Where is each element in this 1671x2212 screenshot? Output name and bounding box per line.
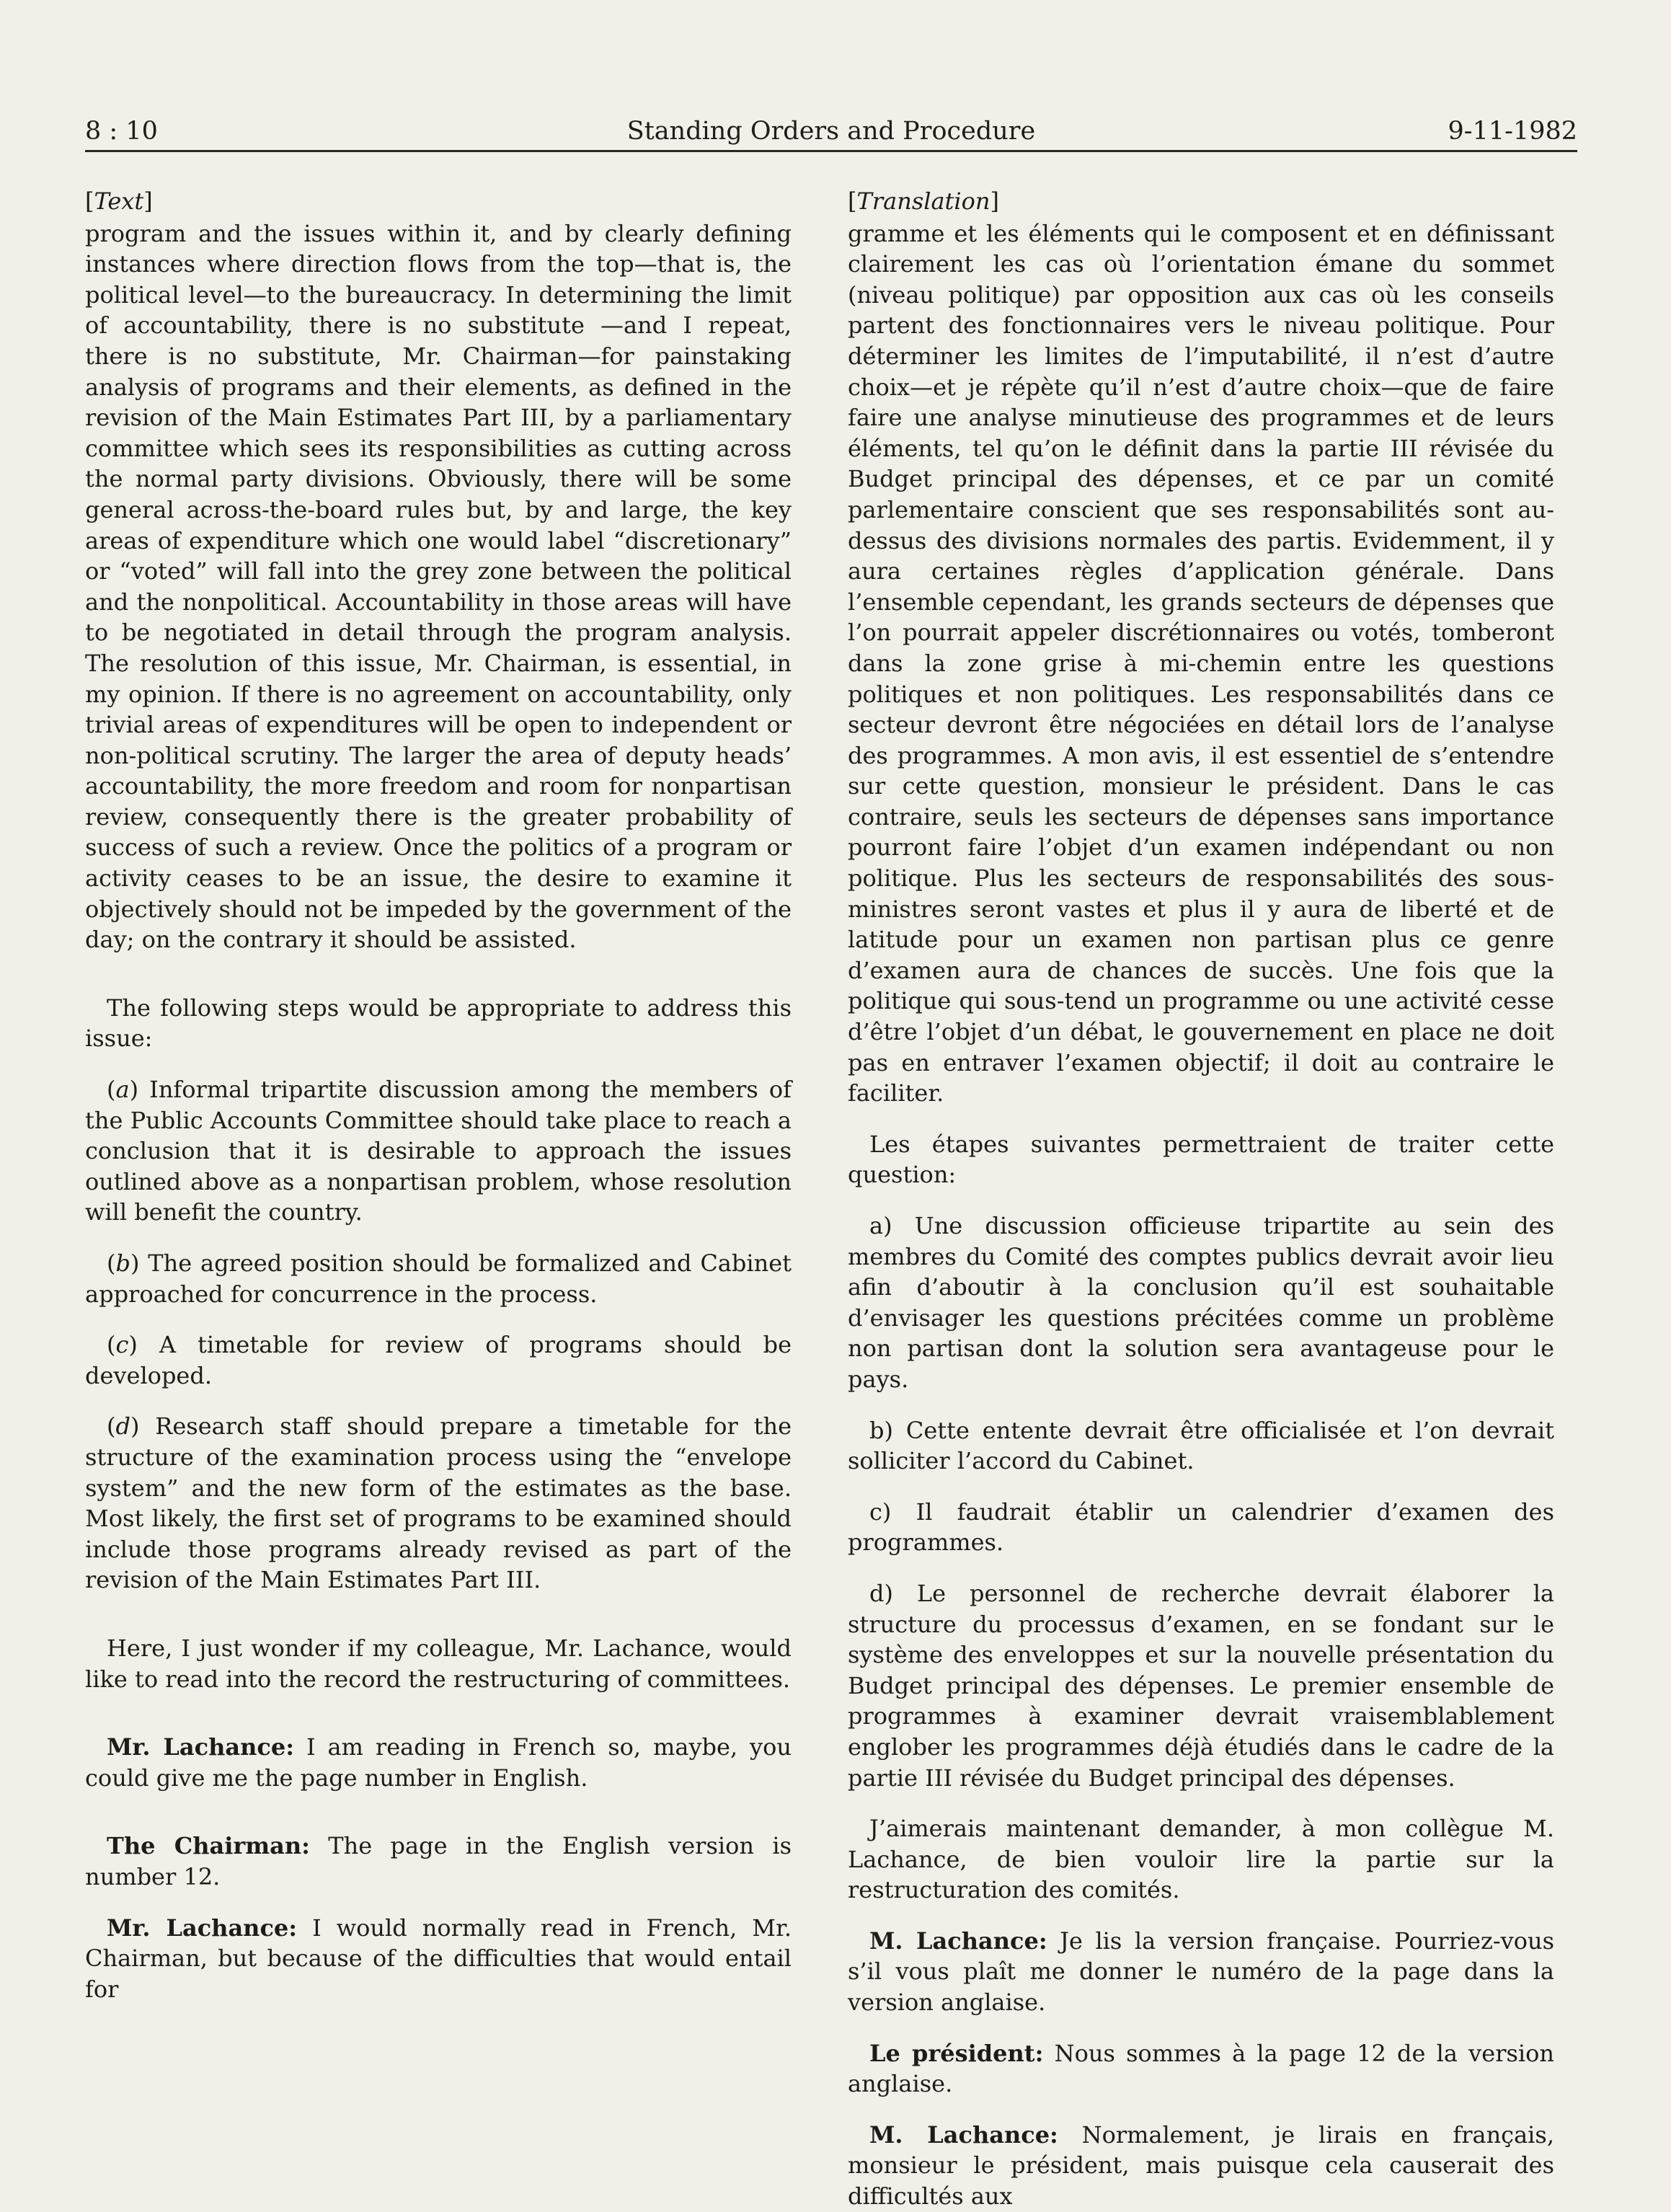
running-title: Standing Orders and Procedure bbox=[626, 117, 1036, 146]
speaker-name: Le président: bbox=[869, 2039, 1044, 2067]
page-number: 8 : 10 bbox=[85, 117, 158, 146]
header-rule bbox=[85, 150, 1577, 152]
paragraph: Les étapes suivantes permettraient de traiter cette question: bbox=[848, 1130, 1554, 1189]
list-item: c) Il faudrait établir un calendrier d’examen des programmes. bbox=[848, 1497, 1554, 1557]
french-column bbox=[848, 186, 1554, 2212]
list-marker: b bbox=[115, 1249, 130, 1277]
paragraph: J’aimerais maintenant demander, à mon collègue M. Lachance, de bien vouloir lire la partie sur la restructuration des comités. bbox=[848, 1815, 1554, 1904]
list-item: d) Le personnel de recherche devrait élaborer la structure du processus d’examen, en se fondant sur le système des enveloppes et sur la nouvelle présentation du Budget principal des dépenses. Le premier ensemble de programmes à examiner devrait vraisemblablement englober les programmes déjà étudiés dans le cadre de la partie III révisée du Budget principal des dépenses. bbox=[848, 1579, 1554, 1792]
speech: M. Lachance: Je lis la version française. Pourriez-vous s’il vous plaît me donner le numéro de la page dans la version anglaise. bbox=[848, 1926, 1554, 2017]
english-column bbox=[85, 186, 792, 2004]
list-item: b) Cette entente devrait être officialisée et l’on devrait solliciter l’accord du Cabinet. bbox=[848, 1416, 1554, 1475]
list-item: a) Une discussion officieuse tripartite au sein des membres du Comité des comptes publics devrait avoir lieu afin d’aboutir à la conclusion qu’il est souhaitable d’envisager les questions précitées comme un problème non partisan dont la solution sera avantageuse pour le pays. bbox=[848, 1212, 1554, 1393]
speaker-name: M. Lachance: bbox=[869, 1926, 1047, 1955]
speaker-name: Mr. Lachance: bbox=[107, 1914, 298, 1942]
column-label: [Text] bbox=[85, 187, 153, 215]
speech: Mr. Lachance: I would normally read in French, Mr. Chairman, but because of the difficulties that would entail for bbox=[85, 1914, 792, 2003]
speech: M. Lachance: Normalement, je lirais en français, monsieur le président, mais puisque cela causerait des difficultés aux bbox=[848, 2120, 1555, 2211]
list-item: (c) A timetable for review of programs should be developed. bbox=[85, 1331, 792, 1389]
list-item: (b) The agreed position should be formalized and Cabinet approached for concurrence in the process. bbox=[85, 1249, 792, 1308]
paragraph: Here, I just wonder if my colleague, Mr. Lachance, would like to read into the record the restructuring of committees. bbox=[85, 1634, 792, 1693]
paragraph: gramme et les éléments qui le composent et en définissant clairement les cas où l’orientation émane du sommet (niveau politique) par opposition aux cas où les conseils partent des fonctionnaires vers le niveau politique. Pour déterminer les limites de l’imputabilité, il n’est d’autre choix—et je répète qu’il n’est d’autre choix—que de faire faire une analyse minutieuse des programmes et de leurs éléments, tel qu’on le définit dans la partie III révisée du Budget principal des dépenses, et ce par un comité parlementaire conscient que ses responsabilités sont au-dessus des divisions normales des partis. Evidemment, il y aura certaines règles d’application générale. Dans l’ensemble cependant, les grands secteurs de dépenses que l’on pourrait appeler discrétionnaires ou votés, tomberont dans la zone grise à mi-chemin entre les questions politiques et non politiques. Les responsabilités dans ce secteur devront être négociées en détail lors de l’analyse des programmes. A mon avis, il est essentiel de s’entendre sur cette question, monsieur le président. Dans le cas contraire, seuls les secteurs de dépenses sans importance pourront faire l’objet d’un examen indépendant ou non politique. Plus les secteurs de responsabilités des sous-ministres seront vastes et plus il y aura de liberté et de latitude pour un examen non partisan plus ce genre d’examen aura de chances de succès. Une fois que la politique qui sous-tend un programme ou une activité cesse d’être l’objet d’un débat, le gouvernement en place ne doit pas en entraver l’examen objectif; il doit au contraire le faciliter. bbox=[848, 219, 1554, 1107]
speaker-name: The Chairman: bbox=[107, 1832, 310, 1860]
list-marker: d bbox=[115, 1412, 130, 1441]
list-item: (a) Informal tripartite discussion among the members of the Public Accounts Committee should take place to reach a conclusion that it is desirable to approach the issues outlined above as a nonpartisan problem, whose resolution will benefit the country. bbox=[85, 1076, 792, 1226]
speech: Mr. Lachance: I am reading in French so, maybe, you could give me the page number in English. bbox=[85, 1733, 792, 1792]
list-marker: a bbox=[115, 1076, 130, 1104]
list-marker: c bbox=[115, 1331, 129, 1359]
list-item: (d) Research staff should prepare a timetable for the structure of the examination process using the “envelope system” and the new form of the estimates as the base. Most likely, the first set of programs to be examined should include those programs already revised as part of the revision of the Main Estimates Part III. bbox=[85, 1412, 792, 1594]
speaker-name: Mr. Lachance: bbox=[107, 1733, 295, 1761]
speaker-name: M. Lachance: bbox=[869, 2120, 1058, 2149]
paragraph: The following steps would be appropriate to address this issue: bbox=[85, 994, 792, 1053]
paragraph: program and the issues within it, and by clearly defining instances where direction flows from the top—that is, the political level—to the bureaucracy. In determining the limit of accountability, there is no substitute —and I repeat, there is no substitute, Mr. Chairman—for painstaking analysis of programs and their elements, as defined in the revision of the Main Estimates Part III, by a parliamentary committee which sees its responsibilities as cutting across the normal party divisions. Obviously, there will be some general across-the-board rules but, by and large, the key areas of expenditure which one would label “discretionary” or “voted” will fall into the grey zone between the political and the nonpolitical. Accountability in those areas will have to be negotiated in detail through the program analysis. The resolution of this issue, Mr. Chairman, is essential, in my opinion. If there is no agreement on accountability, only trivial areas of expenditures will be open to independent or non-political scrutiny. The larger the area of deputy heads’ accountability, the more freedom and room for nonpartisan review, consequently there is the greater probability of success of such a review. Once the politics of a program or activity ceases to be an issue, the desire to examine it objectively should not be impeded by the government of the day; on the contrary it should be assisted. bbox=[85, 219, 792, 954]
speech: The Chairman: The page in the English version is number 12. bbox=[85, 1832, 792, 1890]
header-date: 9-11-1982 bbox=[1448, 117, 1577, 146]
column-label: [Translation] bbox=[848, 187, 999, 215]
running-header bbox=[85, 108, 1577, 151]
speech: Le président: Nous sommes à la page 12 de la version anglaise. bbox=[848, 2039, 1555, 2098]
